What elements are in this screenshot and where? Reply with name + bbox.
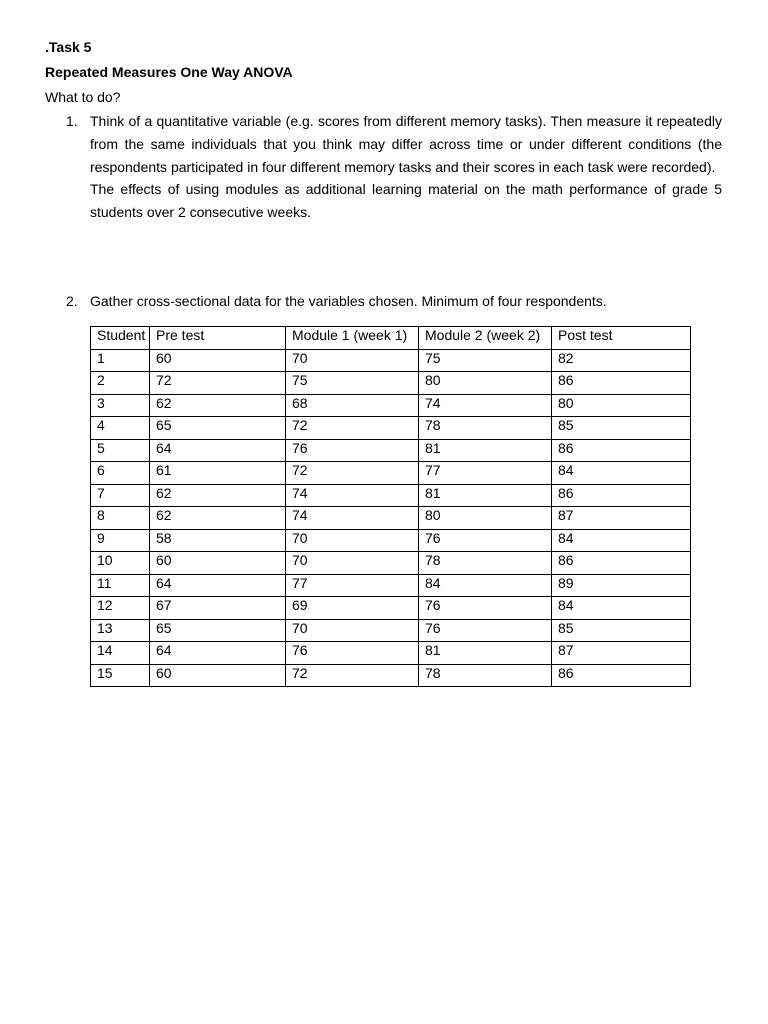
table-cell: 72 bbox=[286, 417, 419, 440]
list-item-number: 2. bbox=[66, 293, 78, 309]
table-row bbox=[91, 349, 691, 372]
table-cell: 76 bbox=[419, 529, 552, 552]
table-cell: 76 bbox=[419, 597, 552, 620]
table-cell: 72 bbox=[286, 664, 419, 687]
table-row bbox=[91, 642, 691, 665]
table-cell: 12 bbox=[91, 597, 150, 620]
table-cell: 84 bbox=[552, 462, 691, 485]
table-cell: 9 bbox=[91, 529, 150, 552]
table-cell: 8 bbox=[91, 507, 150, 530]
table-cell: 65 bbox=[150, 619, 286, 642]
table-row bbox=[91, 529, 691, 552]
table-cell: 14 bbox=[91, 642, 150, 665]
table-cell: 70 bbox=[286, 349, 419, 372]
table-cell: 77 bbox=[286, 574, 419, 597]
column-header: Post test bbox=[552, 327, 691, 350]
table-cell: 6 bbox=[91, 462, 150, 485]
table-row bbox=[91, 462, 691, 485]
table-cell: 77 bbox=[419, 462, 552, 485]
table-cell: 87 bbox=[552, 507, 691, 530]
list-item-paragraph: Gather cross-sectional data for the variables chosen. Minimum of four respondents. bbox=[90, 293, 607, 309]
table-row bbox=[91, 484, 691, 507]
table-cell: 86 bbox=[552, 439, 691, 462]
list-item-number: 1. bbox=[66, 113, 78, 129]
list-item-body bbox=[90, 290, 722, 313]
what-to-do-label: What to do? bbox=[45, 89, 121, 105]
table-cell: 68 bbox=[286, 394, 419, 417]
table-cell: 76 bbox=[286, 439, 419, 462]
table-cell: 2 bbox=[91, 372, 150, 395]
list-item-paragraph: Think of a quantitative variable (e.g. scores from different memory tasks). Then measure it repeatedly from the same individuals that you think may differ across time or under different conditions (the respondents participated in four different memory tasks and their scores in each task were recorded). bbox=[90, 113, 722, 175]
table-cell: 58 bbox=[150, 529, 286, 552]
table-row bbox=[91, 394, 691, 417]
table-cell: 60 bbox=[150, 349, 286, 372]
table-row bbox=[91, 597, 691, 620]
table-cell: 81 bbox=[419, 439, 552, 462]
table-cell: 64 bbox=[150, 439, 286, 462]
list-item-1 bbox=[66, 110, 722, 250]
table-cell: 70 bbox=[286, 529, 419, 552]
table-cell: 74 bbox=[286, 507, 419, 530]
table-row bbox=[91, 574, 691, 597]
table-cell: 15 bbox=[91, 664, 150, 687]
table-cell: 72 bbox=[286, 462, 419, 485]
table-cell: 76 bbox=[419, 619, 552, 642]
table-row bbox=[91, 372, 691, 395]
table-cell: 62 bbox=[150, 484, 286, 507]
table-cell: 64 bbox=[150, 574, 286, 597]
table-cell: 85 bbox=[552, 417, 691, 440]
table-cell: 85 bbox=[552, 619, 691, 642]
scores-table bbox=[90, 326, 691, 687]
table-cell: 78 bbox=[419, 417, 552, 440]
table-cell: 81 bbox=[419, 484, 552, 507]
table-cell: 81 bbox=[419, 642, 552, 665]
table-row bbox=[91, 664, 691, 687]
table-cell: 4 bbox=[91, 417, 150, 440]
table-cell: 3 bbox=[91, 394, 150, 417]
table-cell: 80 bbox=[419, 507, 552, 530]
table-row bbox=[91, 417, 691, 440]
table-cell: 86 bbox=[552, 552, 691, 575]
table-cell: 74 bbox=[286, 484, 419, 507]
list-item-paragraph: The effects of using modules as additional learning material on the math performance of grade 5 students over 2 consecutive weeks. bbox=[90, 181, 722, 221]
table-cell: 86 bbox=[552, 664, 691, 687]
table-cell: 75 bbox=[419, 349, 552, 372]
table-cell: 13 bbox=[91, 619, 150, 642]
table-cell: 60 bbox=[150, 664, 286, 687]
table-cell: 7 bbox=[91, 484, 150, 507]
table-cell: 62 bbox=[150, 394, 286, 417]
table-cell: 61 bbox=[150, 462, 286, 485]
table-cell: 78 bbox=[419, 664, 552, 687]
table-cell: 70 bbox=[286, 552, 419, 575]
table-cell: 69 bbox=[286, 597, 419, 620]
table-cell: 74 bbox=[419, 394, 552, 417]
table-cell: 75 bbox=[286, 372, 419, 395]
table-cell: 1 bbox=[91, 349, 150, 372]
table-cell: 78 bbox=[419, 552, 552, 575]
column-header: Student bbox=[91, 327, 150, 350]
table-cell: 80 bbox=[419, 372, 552, 395]
table-cell: 5 bbox=[91, 439, 150, 462]
table-cell: 84 bbox=[552, 529, 691, 552]
list-item-2 bbox=[66, 290, 722, 315]
table-cell: 70 bbox=[286, 619, 419, 642]
table-cell: 89 bbox=[552, 574, 691, 597]
table-cell: 62 bbox=[150, 507, 286, 530]
list-item-body bbox=[90, 110, 722, 224]
table-cell: 80 bbox=[552, 394, 691, 417]
table-cell: 65 bbox=[150, 417, 286, 440]
table-header-row bbox=[91, 327, 691, 350]
table-cell: 10 bbox=[91, 552, 150, 575]
table-row bbox=[91, 439, 691, 462]
task-heading: .Task 5 bbox=[45, 39, 92, 55]
table-cell: 64 bbox=[150, 642, 286, 665]
table-cell: 84 bbox=[552, 597, 691, 620]
table-cell: 86 bbox=[552, 484, 691, 507]
document-subtitle: Repeated Measures One Way ANOVA bbox=[45, 64, 293, 80]
table-cell: 11 bbox=[91, 574, 150, 597]
table-row bbox=[91, 619, 691, 642]
table-cell: 76 bbox=[286, 642, 419, 665]
column-header: Module 2 (week 2) bbox=[419, 327, 552, 350]
table-row bbox=[91, 552, 691, 575]
table-cell: 87 bbox=[552, 642, 691, 665]
column-header: Pre test bbox=[150, 327, 286, 350]
table-cell: 72 bbox=[150, 372, 286, 395]
table-row bbox=[91, 507, 691, 530]
table-body bbox=[91, 349, 691, 687]
table-cell: 82 bbox=[552, 349, 691, 372]
column-header: Module 1 (week 1) bbox=[286, 327, 419, 350]
table-cell: 86 bbox=[552, 372, 691, 395]
table-cell: 60 bbox=[150, 552, 286, 575]
table-cell: 84 bbox=[419, 574, 552, 597]
table-cell: 67 bbox=[150, 597, 286, 620]
